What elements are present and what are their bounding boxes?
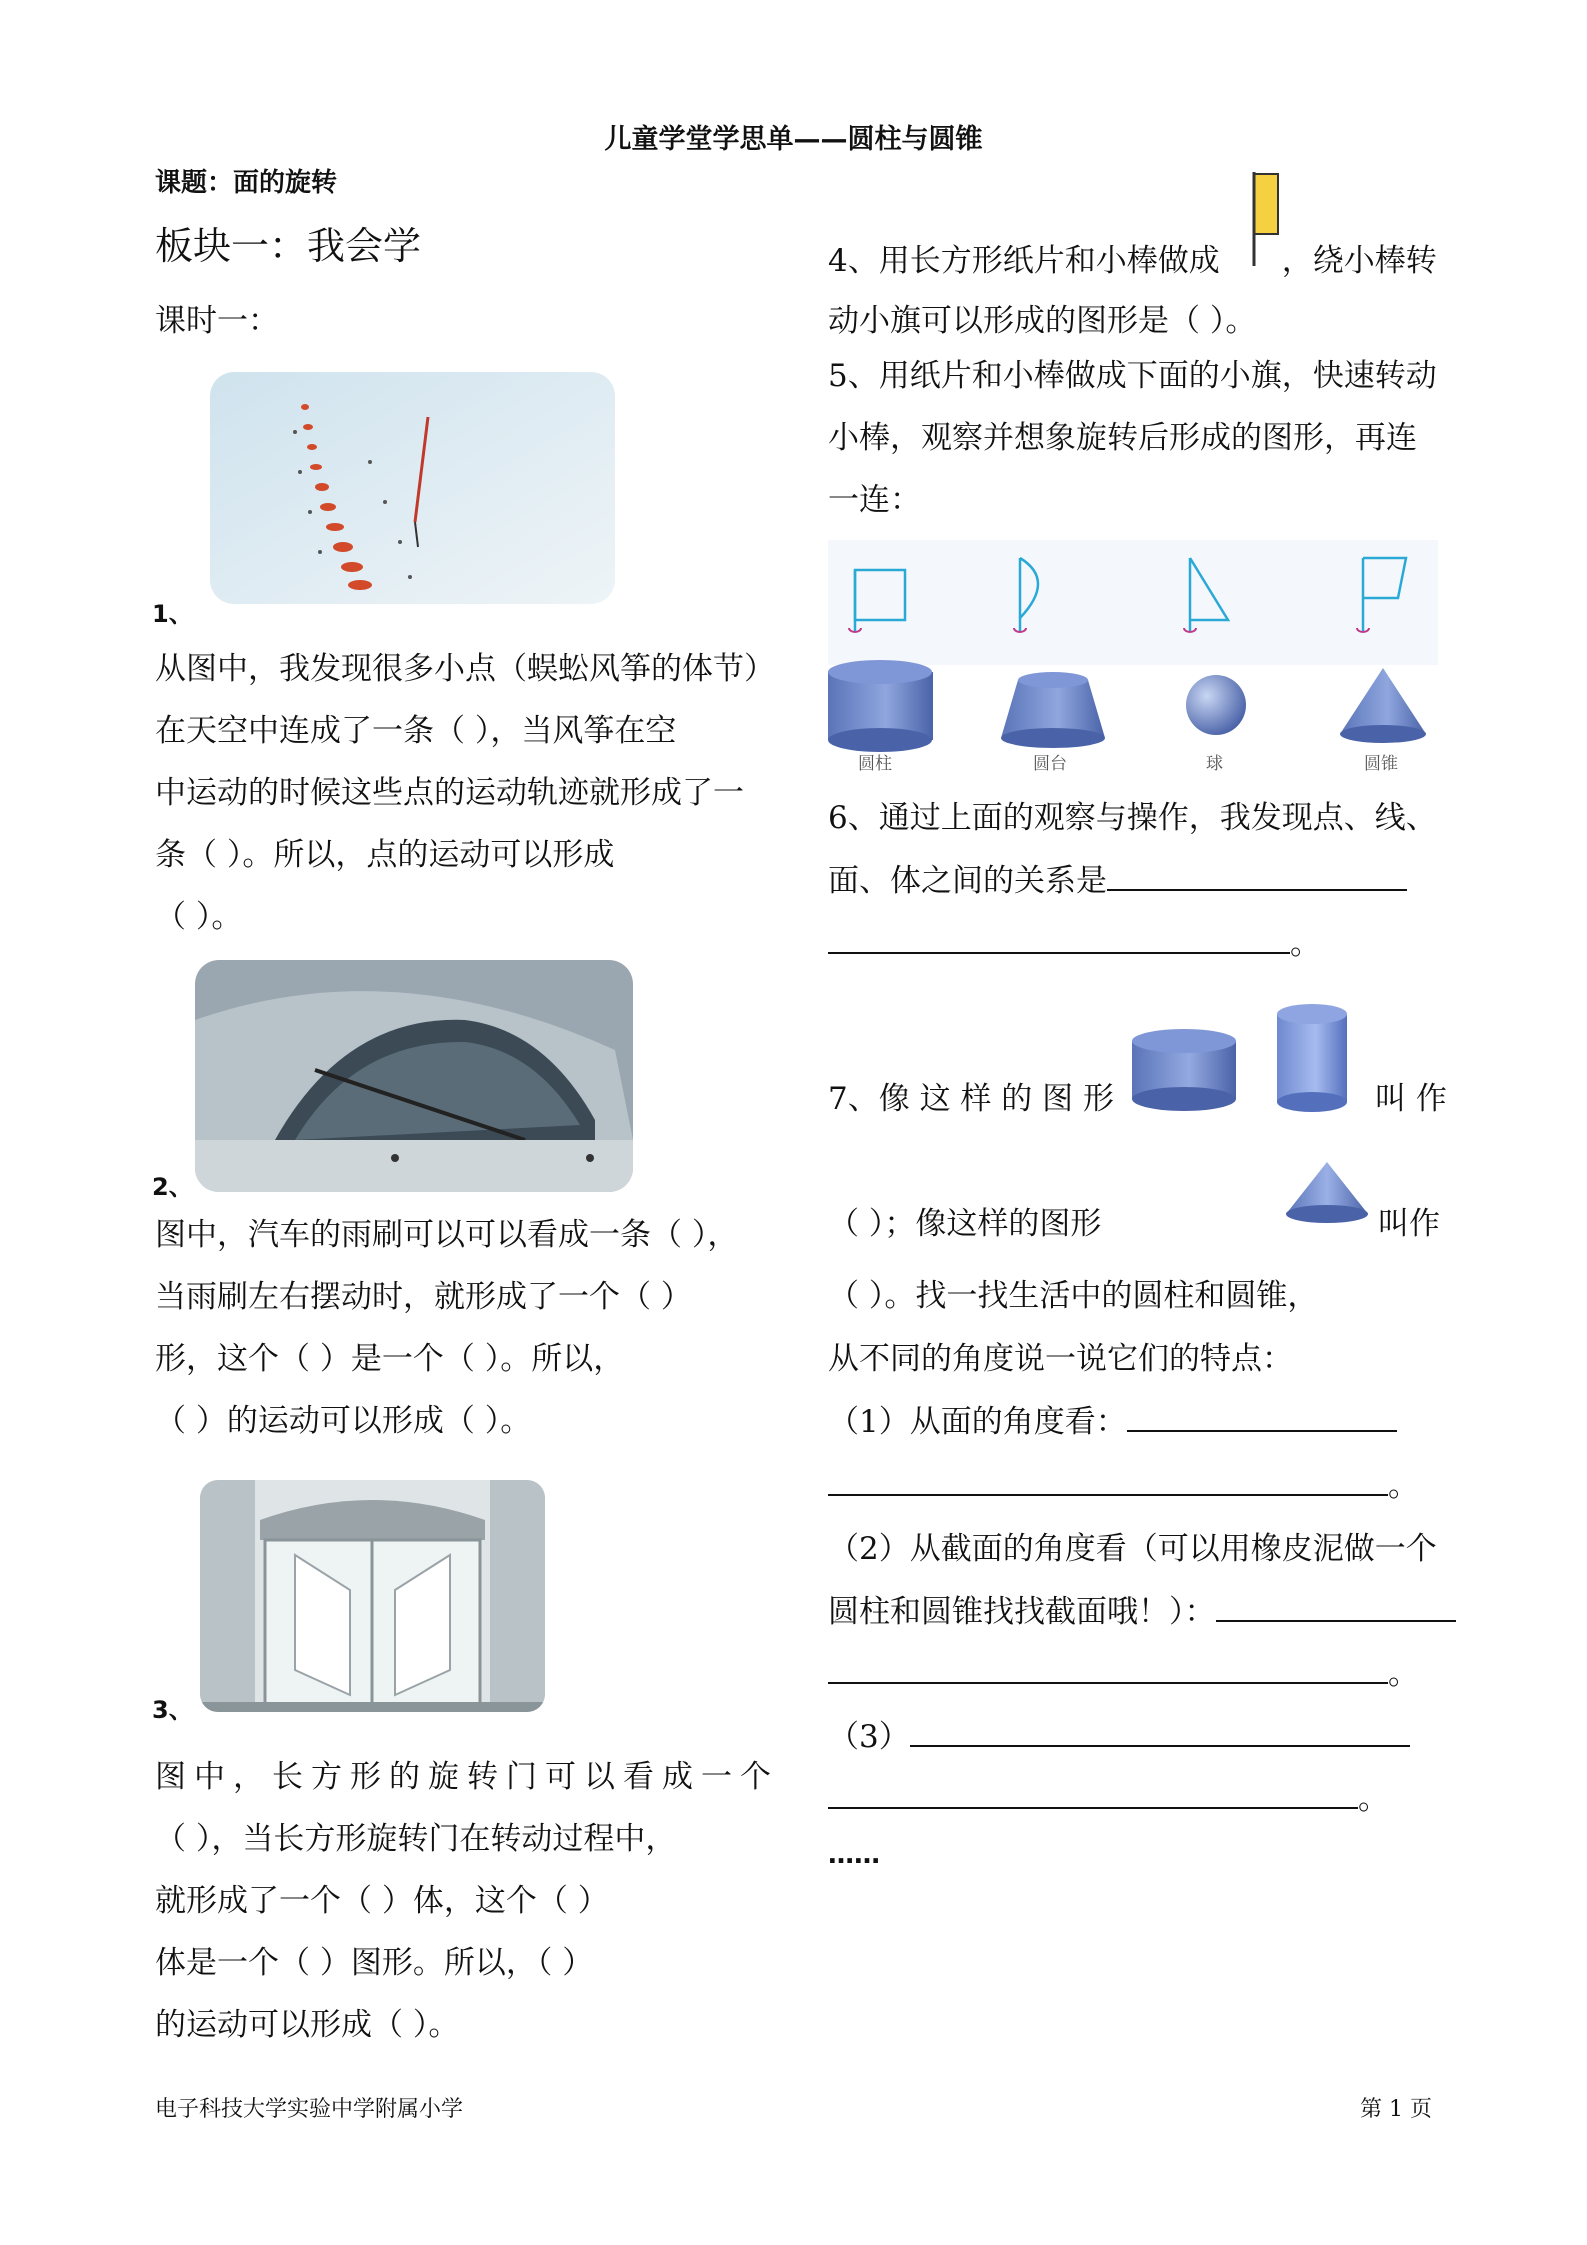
q7-line1-right: 叫 作 xyxy=(1375,1081,1447,1117)
q6-answer-blank[interactable] xyxy=(1107,859,1407,891)
footer-page-number: 第 1 页 xyxy=(1360,2097,1432,2122)
s1-line2 xyxy=(828,1455,1419,1517)
q4-line2: 动小旗可以形成的图形是（ ）。 xyxy=(828,303,1257,339)
q4-text: 4、用长方形纸片和小棒做成 xyxy=(828,243,1220,279)
q1-number: 1、 xyxy=(152,600,193,628)
flags-and-solids-figure xyxy=(828,540,1438,785)
q2-line: 图中，汽车的雨刷可以可以看成一条（ ）， xyxy=(155,1217,739,1253)
q1-line: 中运动的时候这些点的运动轨迹就形成了一 xyxy=(155,775,744,811)
revolving-door-photo xyxy=(200,1480,545,1712)
page-title: 儿童学堂学思单——圆柱与圆锥 xyxy=(604,124,983,155)
q3-text xyxy=(155,1746,805,2056)
q6-line2 xyxy=(828,850,1407,912)
q5-text xyxy=(828,345,1468,531)
q3-line: 体是一个（ ）图形。所以，（ ） xyxy=(155,1945,594,1981)
cone-icon xyxy=(1340,668,1426,743)
s2-answer-blank-2[interactable] xyxy=(828,1652,1388,1684)
q3-number: 3、 xyxy=(152,1696,193,1724)
cylinder-short-icon xyxy=(1130,1025,1240,1119)
q2-line: 形，这个（ ）是一个（ ）。所以， xyxy=(155,1341,625,1377)
q6-answer-blank-2[interactable] xyxy=(828,922,1290,954)
s3-label: （3） xyxy=(828,1719,910,1755)
footer-school: 电子科技大学实验中学附属小学 xyxy=(155,2097,464,2122)
s3-line2 xyxy=(828,1768,1389,1830)
s1-answer-blank-2[interactable] xyxy=(828,1464,1388,1496)
q2-line: （ ）的运动可以形成（ ）。 xyxy=(155,1403,532,1439)
q6-period: 。 xyxy=(1290,926,1321,962)
label-cone: 圆锥 xyxy=(1364,754,1398,774)
sphere-icon xyxy=(1186,675,1246,735)
s2-label: 圆柱和圆锥找找截面哦！）： xyxy=(828,1594,1216,1630)
q7-line2: （ ）；像这样的图形 xyxy=(828,1206,1102,1242)
small-flag-icon xyxy=(1250,168,1284,272)
q2-text xyxy=(155,1204,805,1452)
q1-line: （ ）。 xyxy=(155,899,243,935)
cylinder-tall-icon xyxy=(1275,1000,1350,1119)
cone-icon-small xyxy=(1282,1158,1372,1232)
s2-line3 xyxy=(828,1643,1419,1705)
s1-answer-blank[interactable] xyxy=(1127,1400,1397,1432)
q6-line3 xyxy=(828,913,1321,975)
q1-line: 在天空中连成了一条（ ），当风筝在空 xyxy=(155,713,677,749)
q3-line: 图中，长方形的旋转门可以看成一个 xyxy=(155,1759,779,1795)
lesson-topic: 课题：面的旋转 xyxy=(155,168,338,198)
s1-label: （1）从面的角度看： xyxy=(828,1404,1127,1440)
q2-line: 当雨刷左右摆动时，就形成了一个（ ） xyxy=(155,1279,692,1315)
q2-number: 2、 xyxy=(152,1173,193,1201)
cylinder-icon xyxy=(828,660,933,752)
label-sphere: 球 xyxy=(1206,754,1223,774)
q3-line: （ ），当长方形旋转门在转动过程中， xyxy=(155,1821,677,1857)
q3-line: 的运动可以形成（ ）。 xyxy=(155,2007,460,2043)
q7-line2-right: 叫作 xyxy=(1378,1206,1440,1242)
s3-answer-blank[interactable] xyxy=(910,1715,1410,1747)
s1-line xyxy=(828,1391,1397,1453)
q1-line: 从图中，我发现很多小点（蜈蚣风筝的体节） xyxy=(155,651,775,687)
label-frustum: 圆台 xyxy=(1033,754,1067,774)
frustum-icon xyxy=(1001,672,1105,748)
q4-line1 xyxy=(828,230,1437,292)
s3-period: 。 xyxy=(1358,1781,1389,1817)
q7-line3: （ ）。找一找生活中的圆柱和圆锥， xyxy=(828,1278,1319,1314)
q7-line1-left: 7、像 这 样 的 图 形 xyxy=(828,1081,1114,1117)
q5-line: 小棒，观察并想象旋转后形成的图形，再连 xyxy=(828,420,1417,456)
q5-line: 5、用纸片和小棒做成下面的小旗，快速转动 xyxy=(828,358,1437,394)
lesson-label: 课时一： xyxy=(155,303,279,339)
s1-period: 。 xyxy=(1388,1468,1419,1504)
q4-text: ，绕小棒转 xyxy=(1281,243,1437,279)
s2-answer-blank[interactable] xyxy=(1216,1590,1456,1622)
kite-photo xyxy=(210,372,615,604)
s2-line1: （2）从截面的角度看（可以用橡皮泥做一个 xyxy=(828,1531,1437,1567)
s3-answer-blank-2[interactable] xyxy=(828,1777,1358,1809)
q1-text xyxy=(155,638,795,948)
block-heading: 板块一：我会学 xyxy=(155,224,422,268)
q6-text: 面、体之间的关系是 xyxy=(828,863,1107,899)
ellipsis: …… xyxy=(828,1840,880,1870)
s2-line2 xyxy=(828,1581,1456,1643)
q6-line1: 6、通过上面的观察与操作，我发现点、线、 xyxy=(828,800,1437,836)
s2-period: 。 xyxy=(1388,1656,1419,1692)
q3-line: 就形成了一个（ ）体，这个（ ） xyxy=(155,1883,609,1919)
s3-line1 xyxy=(828,1706,1410,1768)
q1-line: 条（ ）。所以，点的运动可以形成 xyxy=(155,837,615,873)
car-wiper-photo xyxy=(195,960,633,1192)
q5-line: 一连： xyxy=(828,482,921,518)
label-cylinder: 圆柱 xyxy=(858,754,892,774)
q7-line4: 从不同的角度说一说它们的特点： xyxy=(828,1341,1293,1377)
